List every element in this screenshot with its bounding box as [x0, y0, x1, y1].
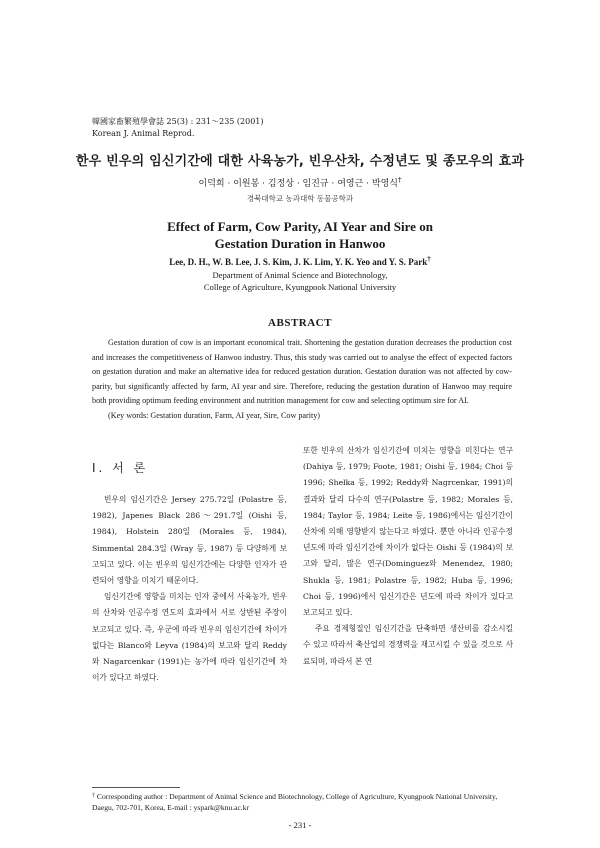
korean-title: 한우 빈우의 임신기간에 대한 사육농가, 빈우산차, 수정년도 및 종모우의 효과 — [75, 154, 525, 169]
abstract-text: Gestation duration of cow is an important economical trait. Shortening the gestation duration decreases the production cost and increases the competitiveness of Hanwoo industry. Thus, this study was carried out to analyse the effect of expected factors on gestation duration and make an alternative idea for reduced gestation duration. Gestation duration was not affected by cow-parity, but significantly affected by farm, AI year and sire. Therefore, reducing the gestation duration of Hanwoo may require both providing optimum feeding environment and nutrition management for cow and selecting optimum sire for AI. — [92, 338, 512, 406]
korean-authors-names: 이덕희 · 이원봉 · 김정상 · 임진규 · 여영근 · 박영식 — [198, 179, 398, 189]
korean-authors-dagger: † — [397, 176, 402, 184]
english-affil-line2: College of Agriculture, Kyungpook National University — [203, 282, 397, 292]
korean-affiliation: 경북대학교 농과대학 동물공학과 — [246, 194, 354, 203]
journal-citation: 韓國家畜繁殖學會誌 25(3) : 231～235 (2001) — [92, 117, 264, 126]
english-authors-dagger: † — [427, 255, 431, 263]
left-paragraph-2: 임신기간에 영향을 미치는 인자 중에서 사육농가, 빈우의 산차와 인공수정 연도의 효과에서 서로 상반된 주장이 보고되고 있다. 즉, 우군에 따라 빈우의 임신기간에 차이가 없다는 Blanco와 Leyva (1984)의 보고와 달리 Reddy와 Nagarcenkar (1991)는 농가에 따라 임신기간에 차이가 있다고 하였다. — [92, 592, 287, 683]
page-number: - 231 - — [288, 820, 312, 830]
abstract-heading: ABSTRACT — [268, 317, 332, 329]
footnote-marker: † — [92, 793, 95, 799]
section-heading-introduction: Ⅰ. 서 론 — [92, 461, 149, 475]
left-paragraph-1: 빈우의 임신기간은 Jersey 275.72일 (Polastre 등, 1982), Japenes Black 286～291.7일 (Oishi 등, 1984), Holstein 280일 (Morales 등, 1984), Simmental 284.3일 (Wray 등, 1987) 등 다양하게 보고되고 있다. 이는 빈우의 임신기간에는 다양한 인자가 관련되어 영향을 미치기 때문이다. — [92, 495, 287, 586]
right-column — [303, 443, 513, 670]
abstract-body — [92, 336, 512, 424]
english-affil-line1: Department of Animal Science and Biotechnology, — [212, 270, 388, 280]
journal-header — [92, 116, 264, 140]
footnote-text: Corresponding author : Department of Animal Science and Biotechnology, College of Agriculture, Kyungpook National University, Daegu, 702-701, Korea, E-mail : yspark@knu.ac.kr — [92, 792, 498, 812]
english-affiliation — [0, 269, 600, 293]
english-authors — [0, 255, 600, 267]
right-paragraph-2: 주요 경제형질인 임신기간을 단축하면 생산비를 감소시킬 수 있고 따라서 축산업의 경쟁력을 재고시킬 수 있을 것으로 사료되며, 따라서 본 연 — [303, 624, 513, 666]
english-title-line2: Gestation Duration in Hanwoo — [214, 236, 386, 251]
footnote-rule — [92, 787, 180, 788]
english-title — [0, 218, 600, 252]
abstract-keywords: (Key words: Gestation duration, Farm, AI year, Sire, Cow parity) — [108, 410, 321, 420]
left-column — [92, 492, 287, 686]
journal-name-en: Korean J. Animal Reprod. — [92, 129, 195, 138]
footnote — [92, 791, 512, 813]
english-title-line1: Effect of Farm, Cow Parity, AI Year and Sire on — [167, 219, 433, 234]
korean-authors — [0, 176, 600, 189]
right-paragraph-1: 또한 빈우의 산차가 임신기간에 미치는 영향을 미친다는 연구(Dahiya 등, 1979; Foote, 1981; Oishi 등, 1984; Choi 등 1996; Shelka 등, 1992; Reddy와 Nagrcenkar, 1991)의 결과와 달리 다수의 연구(Polastre 등, 1982; Morales 등, 1984; Taylor 등, 1984; Leite 등, 1986)에서는 임신기간이 산차에 의해 영향받지 않는다고 하였다. 뿐만 아니라 인공수정 년도에 따라 임신기간에 차이가 없다는 Oishi 등 (1984)의 보고와 달리, 많은 연구(Dominguez와 Menendez, 1980; Shukla 등, 1981; Polastre 등, 1982; Huba 등, 1996; Choi 등, 1996)에서 임신기간은 년도에 따라 차이가 있다고 보고되고 있다. — [303, 446, 513, 618]
english-authors-names: Lee, D. H., W. B. Lee, J. S. Kim, J. K. Lim, Y. K. Yeo and Y. S. Park — [169, 257, 428, 267]
